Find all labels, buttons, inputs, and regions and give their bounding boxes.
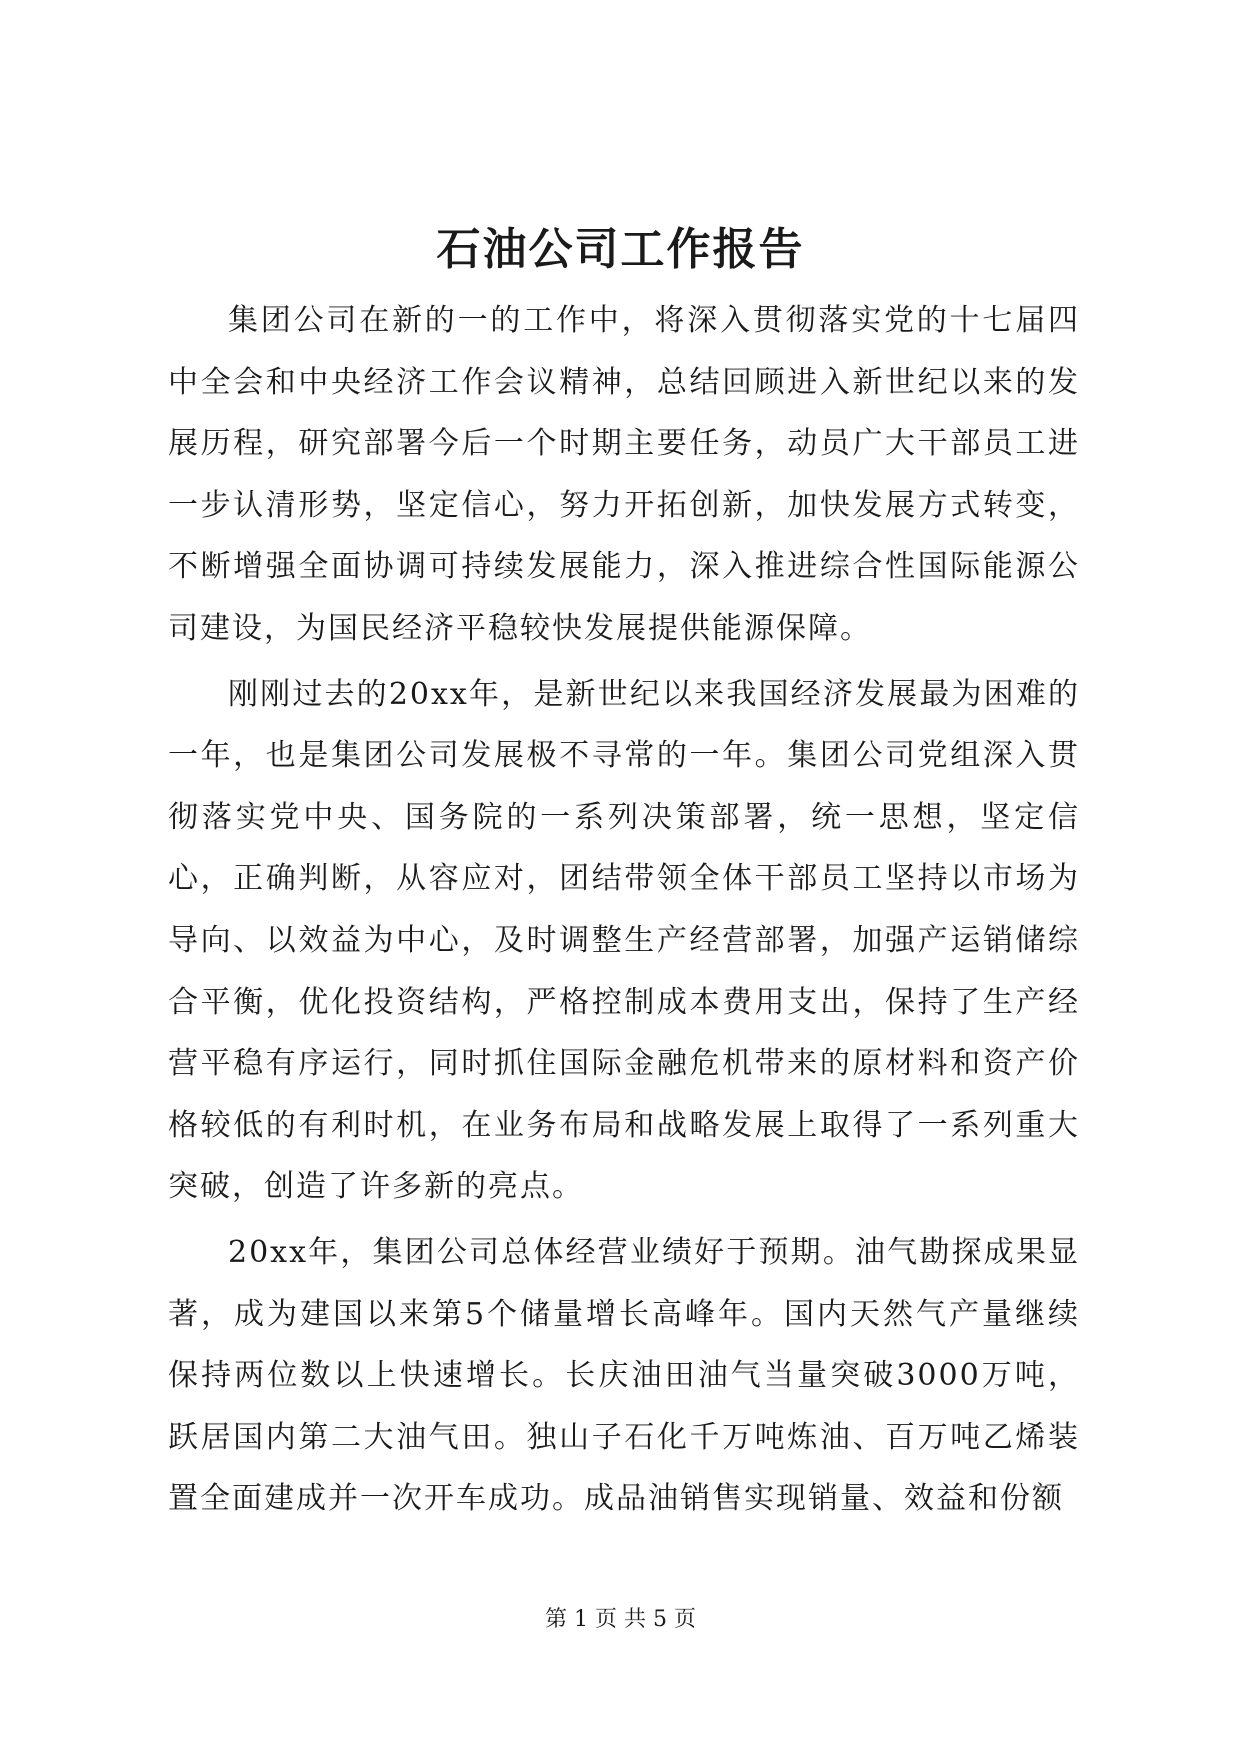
paragraph: 集团公司在新的一的工作中，将深入贯彻落实党的十七届四中全会和中央经济工作会议精神，总结回顾进入新世纪以来的发展历程，研究部署今后一个时期主要任务，动员广大干部员工进一步认清形势，坚定信心，努力开拓创新，加快发展方式转变，不断增强全面协调可持续发展能力，深入推进综合性国际能源公司建设，为国民经济平稳较快发展提供能源保障。: [168, 303, 1080, 646]
document-title: 石油公司工作报告: [436, 224, 805, 275]
document-body: [168, 290, 1080, 1534]
paragraph: 刚刚过去的20xx年，是新世纪以来我国经济发展最为困难的一年，也是集团公司发展极不寻常的一年。集团公司党组深入贯彻落实党中央、国务院的一系列决策部署，统一思想，坚定信心，正确判断，从容应对，团结带领全体干部员工坚持以市场为导向、以效益为中心，及时调整生产经营部署，加强产运销储综合平衡，优化投资结构，严格控制成本费用支出，保持了生产经营平稳有序运行，同时抓住国际金融危机带来的原材料和资产价格较低的有利时机，在业务布局和战略发展上取得了一系列重大突破，创造了许多新的亮点。: [168, 676, 1080, 1205]
page-footer: 第 1 页 共 5 页: [545, 1607, 696, 1632]
paragraph: 20xx年，集团公司总体经营业绩好于预期。油气勘探成果显著，成为建国以来第5个储量增长高峰年。国内天然气产量继续保持两位数以上快速增长。长庆油田油气当量突破3000万吨，跃居国内第二大油气田。独山子石化千万吨炼油、百万吨乙烯装置全面建成并一次开车成功。成品油销售实现销量、效益和份额: [168, 1234, 1080, 1517]
